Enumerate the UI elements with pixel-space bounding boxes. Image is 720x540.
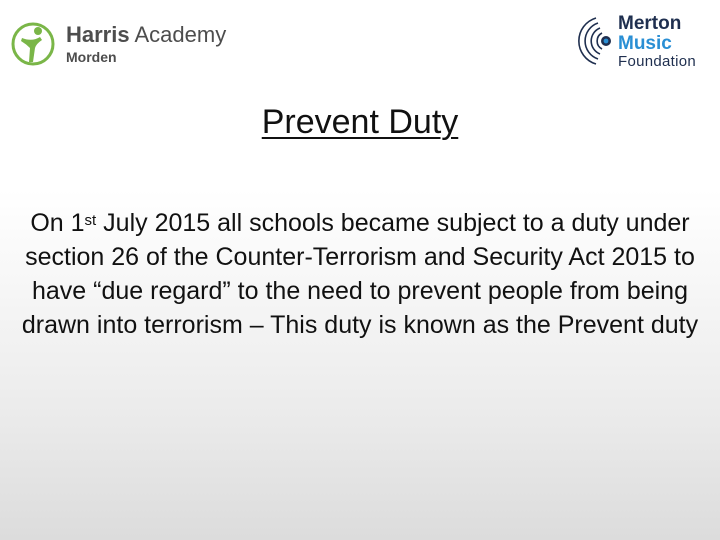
merton-music-logo [566, 12, 696, 70]
harris-name: Harris [66, 22, 130, 47]
slide-body [10, 206, 710, 342]
foundation-word: Foundation [618, 52, 697, 70]
harris-academy-logo [10, 18, 226, 70]
body-text-rest: July 2015 all schools became subject to a duty under section 26 of the Counter-Terrorism and Security Act 2015 to have “due regard” to the need to prevent people from being drawn into terrorism – This duty is known as the Prevent duty [21, 209, 699, 339]
merton-word: Merton [618, 12, 682, 34]
body-text-start: On 1 [30, 209, 85, 237]
ordinal-suffix: st [84, 212, 97, 229]
academy-word: Academy [129, 22, 227, 47]
harris-location: Morden [66, 49, 117, 65]
slide-title: Prevent Duty [261, 103, 459, 141]
harris-figure-icon [10, 20, 56, 68]
sound-wave-icon [566, 12, 616, 70]
music-word: Music [618, 32, 672, 54]
